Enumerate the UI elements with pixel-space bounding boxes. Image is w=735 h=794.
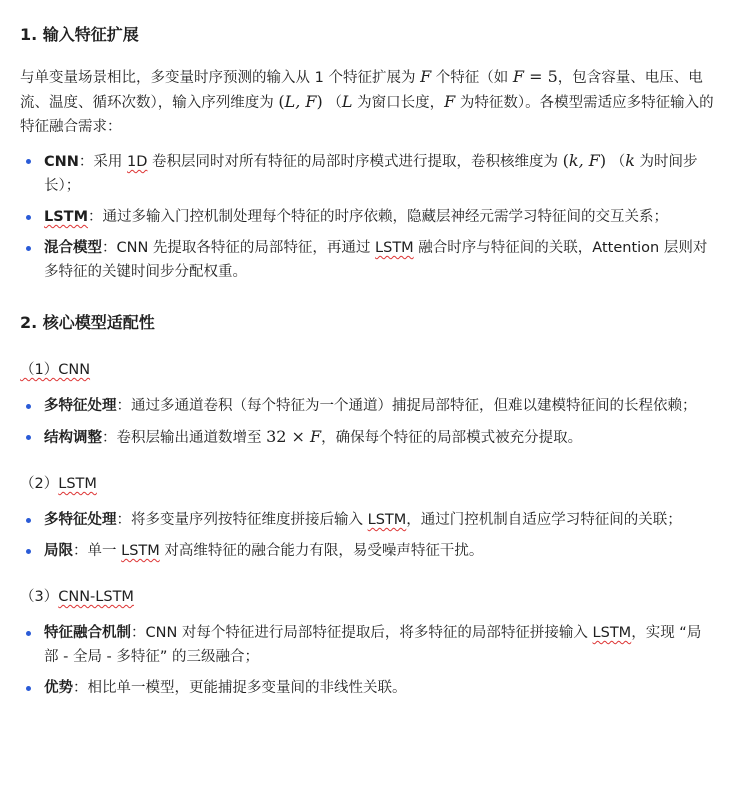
list-item [20, 676, 715, 700]
math-text: k [625, 151, 635, 170]
text-run: 个特征（如 [431, 70, 513, 86]
text-run: LSTM [58, 476, 97, 492]
math-text: F [420, 67, 432, 86]
text-run: LSTM [367, 512, 407, 528]
text-run: ：通过多通道卷积（每个特征为一个通道）捕捉局部特征，但难以建模特征间的长程依赖； [116, 398, 697, 414]
text-run: （ [322, 95, 342, 111]
text-run: ：通过多输入门控机制处理每个特征的时序依赖，隐藏层神经元需学习特征间的交互关系； [88, 209, 669, 225]
paragraph [20, 65, 715, 139]
text-run: LSTM [375, 240, 414, 256]
math-text: L, F [284, 92, 317, 111]
text-run: ：CNN 对每个特征进行局部特征提取后，将多特征的局部特征拼接输入 [131, 625, 593, 641]
text-run: 为时间步长）； [44, 154, 698, 194]
bold-term: 优势 [44, 680, 73, 696]
bold-term: 多特征处理 [44, 512, 117, 528]
text-run: ：采用 [78, 154, 128, 170]
text-run: 1D [127, 154, 148, 170]
text-run: ，通过门控机制自适应学习特征间的关联； [406, 512, 682, 528]
text-run: ，确保每个特征的局部模式被充分提取。 [321, 430, 583, 446]
text-run: （1）CNN [20, 362, 91, 378]
math-text: F [310, 427, 322, 446]
bold-term: 特征融合机制 [44, 625, 131, 641]
bullet-list [20, 621, 715, 700]
text-run: LSTM [592, 625, 632, 641]
text-run: ，实现 “局部 - 全局 - 多特征” 的三级融合； [44, 625, 702, 665]
list-item [20, 236, 715, 284]
text-run: ：CNN 先提取各特征的局部特征，再通过 [102, 240, 376, 256]
bullet-list [20, 394, 715, 450]
subsection-heading [20, 585, 715, 609]
section-heading: 1. 输入特征扩展 [20, 25, 139, 44]
math-text: ) [599, 151, 607, 170]
math-text: k, F [568, 151, 600, 170]
text-run: 为窗口长度， [352, 95, 445, 111]
list-item [20, 425, 715, 450]
text-run: 卷积层同时对所有特征的局部时序模式进行提取，卷积核维度为 [147, 154, 563, 170]
text-run: ：将多变量序列按特征维度拼接后输入 [116, 512, 368, 528]
list-item [20, 539, 715, 563]
list-item [20, 205, 715, 229]
text-run: 与单变量场景相比，多变量时序预测的输入从 1 个特征扩展为 [20, 70, 421, 86]
text-run: （ [606, 154, 626, 170]
text-run: （2） [20, 476, 59, 492]
subsection-heading [20, 472, 715, 496]
bold-term: LSTM [44, 209, 89, 225]
math-text: 32 × [266, 427, 311, 446]
text-run: CNN-LSTM [58, 589, 134, 605]
bullet-list [20, 508, 715, 563]
text-run: ：卷积层输出通道数增至 [102, 430, 267, 446]
text-run: 为特征数）。各模型需适应多特征输入的特征融合需求： [20, 95, 714, 135]
math-text: L [341, 92, 353, 111]
list-item [20, 508, 715, 532]
bold-term: CNN [44, 154, 79, 170]
list-item [20, 149, 715, 198]
math-text: = 5 [524, 67, 558, 86]
bullet-list [20, 149, 715, 284]
list-item [20, 394, 715, 418]
bold-term: 结构调整 [44, 430, 102, 446]
text-run: 融合时序与特征间的关联，Attention 层则对多特征的关键时间步分配权重。 [44, 240, 708, 280]
math-text: F [512, 67, 524, 86]
math-text: ( [562, 151, 569, 170]
section-heading: 2. 核心模型适配性 [20, 313, 155, 332]
text-run: 对高维特征的融合能力有限，易受噪声特征干扰。 [159, 543, 484, 559]
math-text: ) [316, 92, 323, 111]
bold-term: 混合模型 [44, 240, 102, 256]
subsection-heading [20, 358, 715, 382]
math-text: F [444, 92, 456, 111]
bold-term: 局限 [44, 543, 73, 559]
text-run: （3） [20, 589, 59, 605]
math-text: ( [278, 92, 285, 111]
text-run: LSTM [121, 543, 160, 559]
text-run: ，包含容量、电压、电流、温度、循环次数），输入序列维度为 [20, 70, 703, 111]
text-run: ：相比单一模型，更能捕捉多变量间的非线性关联。 [73, 680, 407, 696]
list-item [20, 621, 715, 669]
bold-term: 多特征处理 [44, 398, 117, 414]
text-run: ：单一 [73, 543, 122, 559]
